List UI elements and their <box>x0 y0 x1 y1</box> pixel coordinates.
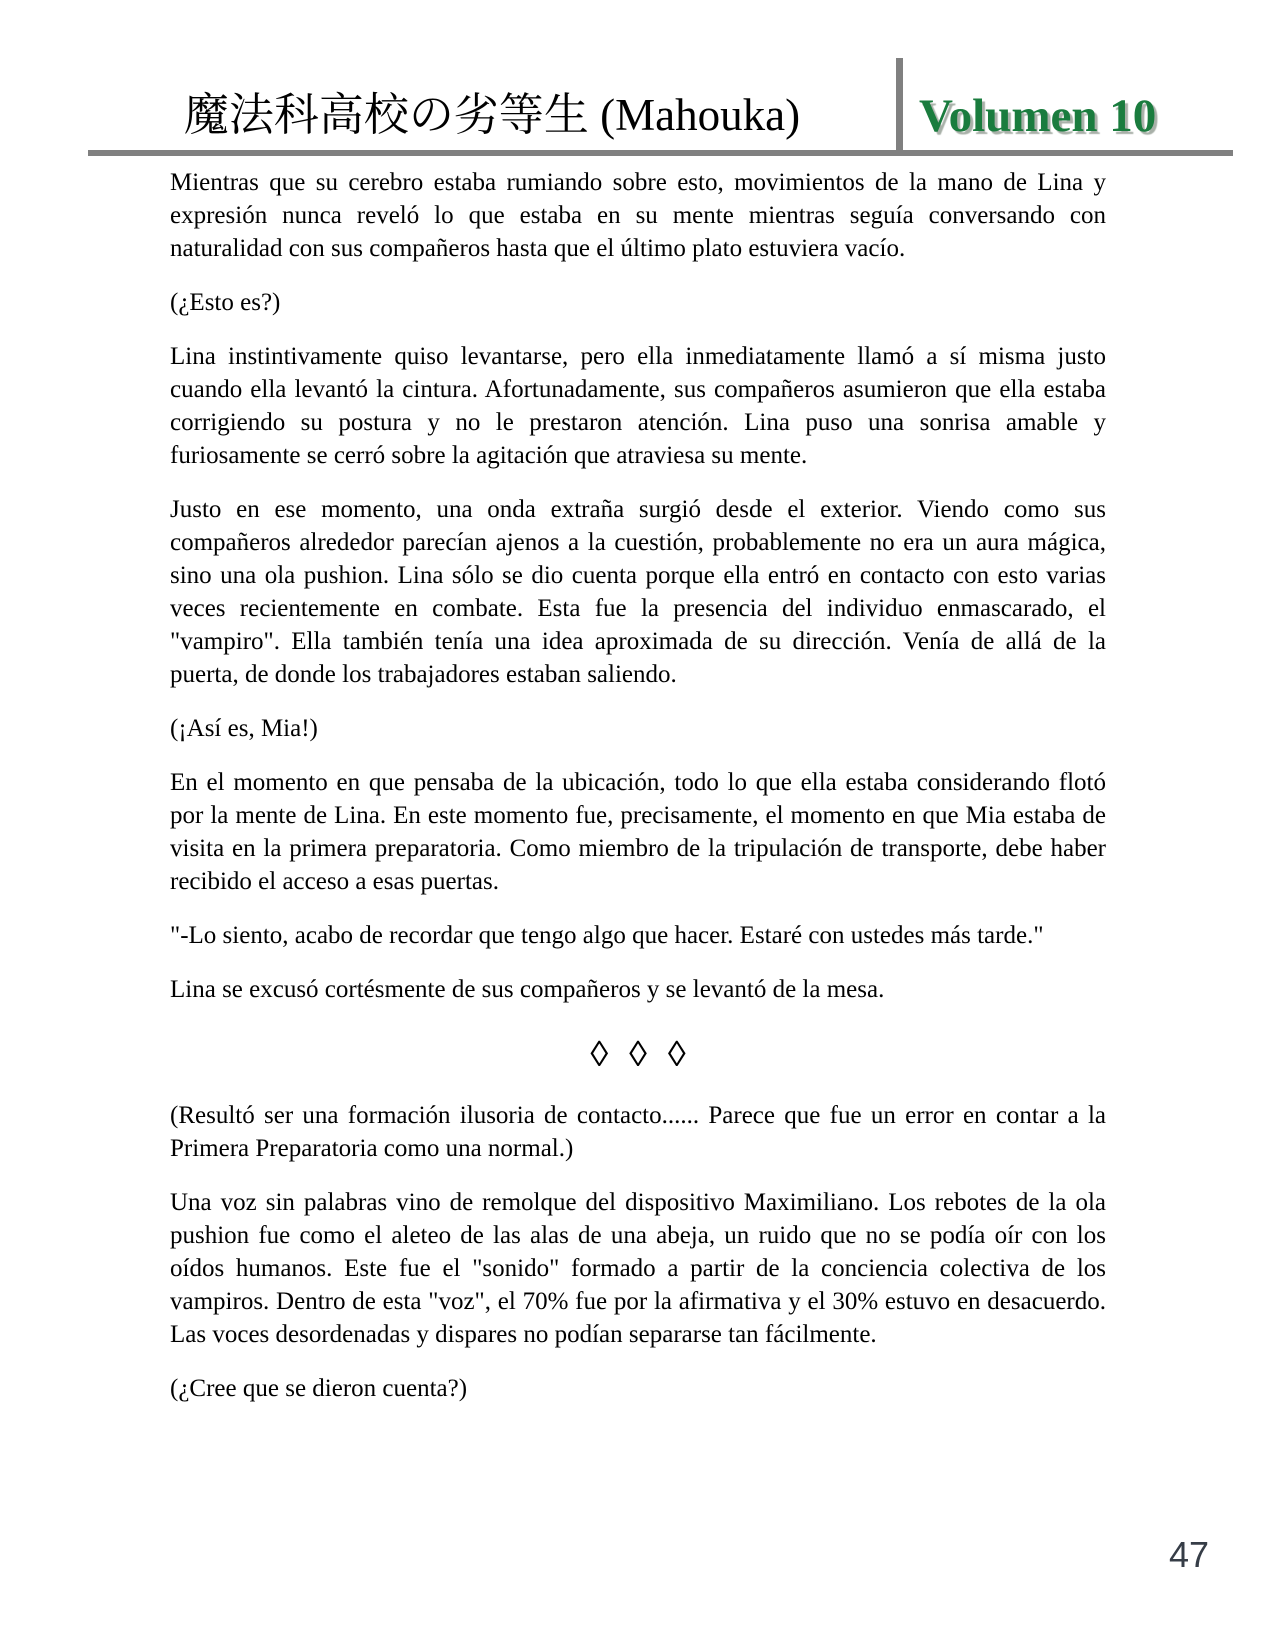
document-body <box>170 166 1106 1426</box>
paragraph: Lina se excusó cortésmente de sus compañeros y se levantó de la mesa. <box>170 976 885 1003</box>
paragraph: Una voz sin palabras vino de remolque del dispositivo Maximiliano. Los rebotes de la ola pushion fue como el aleteo de las alas de una abeja, un ruido que no se podía oír con los oídos humanos. Este fue el "sonido" formado a partir de la conciencia colectiva de los vampiros. Dentro de esta "voz", el 70% fue por la afirmativa y el 30% estuvo en desacuerdo. Las voces desordenadas y dispares no podían separarse tan fácilmente. <box>170 1189 1106 1348</box>
header-volume-cell <box>903 58 1233 150</box>
paragraph: Justo en ese momento, una onda extraña surgió desde el exterior. Viendo como sus compañeros alrededor parecían ajenos a la cuestión, probablemente no era un aura mágica, sino una ola pushion. Lina sólo se dio cuenta porque ella entró en contacto con esto varias veces recientemente en combate. Esta fue la presencia del individuo enmascarado, el "vampiro". Ella también tenía una idea aproximada de su dirección. Venía de allá de la puerta, de donde los trabajadores estaban saliendo. <box>170 496 1106 688</box>
paragraph: En el momento en que pensaba de la ubicación, todo lo que ella estaba considerando flotó por la mente de Lina. En este momento fue, precisamente, el momento en que Mia estaba de visita en la primera preparatoria. Como miembro de la tripulación de transporte, debe haber recibido el acceso a esas puertas. <box>170 769 1106 895</box>
section-separator: ◊ ◊ ◊ <box>590 1034 686 1074</box>
paragraph: Mientras que su cerebro estaba rumiando sobre esto, movimientos de la mano de Lina y expresión nunca reveló lo que estaba en su mente mientras seguía conversando con naturalidad con sus compañeros hasta que el último plato estuviera vacío. <box>170 169 1106 262</box>
volume-label: Volumen 10 <box>919 90 1157 142</box>
dialogue-line: "-Lo siento, acabo de recordar que tengo algo que hacer. Estaré con ustedes más tarde." <box>170 922 1044 949</box>
document-title: 魔法科高校の劣等生 (Mahouka) <box>183 90 801 140</box>
thought-aside: (Resultó ser una formación ilusoria de contacto...... Parece que fue un error en contar a la Primera Preparatoria como una normal.) <box>170 1102 1106 1162</box>
paragraph: Lina instintivamente quiso levantarse, pero ella inmediatamente llamó a sí misma justo cuando ella levantó la cintura. Afortunadamente, sus compañeros asumieron que ella estaba corrigiendo su postura y no le prestaron atención. Lina puso una sonrisa amable y furiosamente se cerró sobre la agitación que atraviesa su mente. <box>170 343 1106 469</box>
page-number: 47 <box>1168 1534 1209 1575</box>
header-title-cell <box>88 58 896 150</box>
thought-aside: (¿Cree que se dieron cuenta?) <box>170 1375 468 1402</box>
header-vertical-divider <box>896 58 903 150</box>
thought-aside: (¿Esto es?) <box>170 289 281 316</box>
header-rule <box>88 150 1233 156</box>
header-row <box>88 58 1233 150</box>
thought-aside: (¡Así es, Mia!) <box>170 715 318 742</box>
page-header <box>88 58 1233 156</box>
